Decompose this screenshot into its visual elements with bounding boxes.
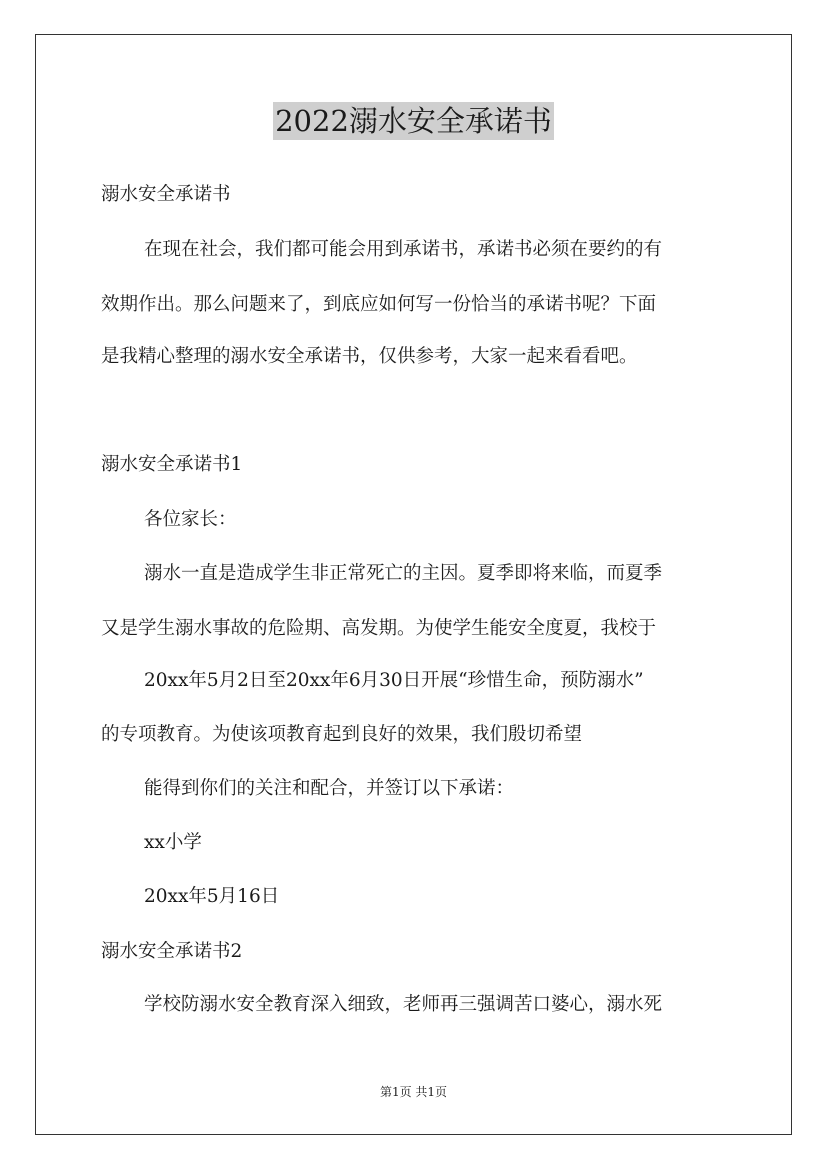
paragraph-line: 20xx年5月2日至20xx年6月30日开展“珍惜生命，预防溺水” — [144, 670, 644, 691]
document-title: 2022溺水安全承诺书 — [275, 104, 552, 138]
section-heading: 溺水安全承诺书1 — [101, 454, 243, 475]
section-heading: 溺水安全承诺书 — [101, 184, 231, 205]
paragraph-line: 又是学生溺水事故的危险期、高发期。为使学生能安全度夏，我校于 — [101, 618, 657, 639]
section-heading: 溺水安全承诺书2 — [101, 941, 243, 962]
paragraph-line: 效期作出。那么问题来了，到底应如何写一份恰当的承诺书呢？下面 — [101, 294, 657, 315]
paragraph-line: 是我精心整理的溺水安全承诺书，仅供参考，大家一起来看看吧。 — [101, 346, 638, 367]
paragraph-line: 能得到你们的关注和配合，并签订以下承诺： — [144, 778, 515, 799]
paragraph-line: 学校防溺水安全教育深入细致，老师再三强调苦口婆心，溺水死 — [144, 994, 663, 1015]
signature-date: 20xx年5月16日 — [144, 886, 280, 907]
signature-school: xx小学 — [144, 832, 202, 853]
paragraph-line: 溺水一直是造成学生非正常死亡的主因。夏季即将来临，而夏季 — [144, 563, 663, 584]
page-number: 第1页 共1页 — [379, 1085, 448, 1099]
paragraph-line: 在现在社会，我们都可能会用到承诺书，承诺书必须在要约的有 — [144, 239, 663, 260]
paragraph-line: 各位家长： — [144, 509, 237, 530]
paragraph-line: 的专项教育。为使该项教育起到良好的效果，我们殷切希望 — [101, 724, 583, 745]
title-container — [0, 102, 827, 140]
